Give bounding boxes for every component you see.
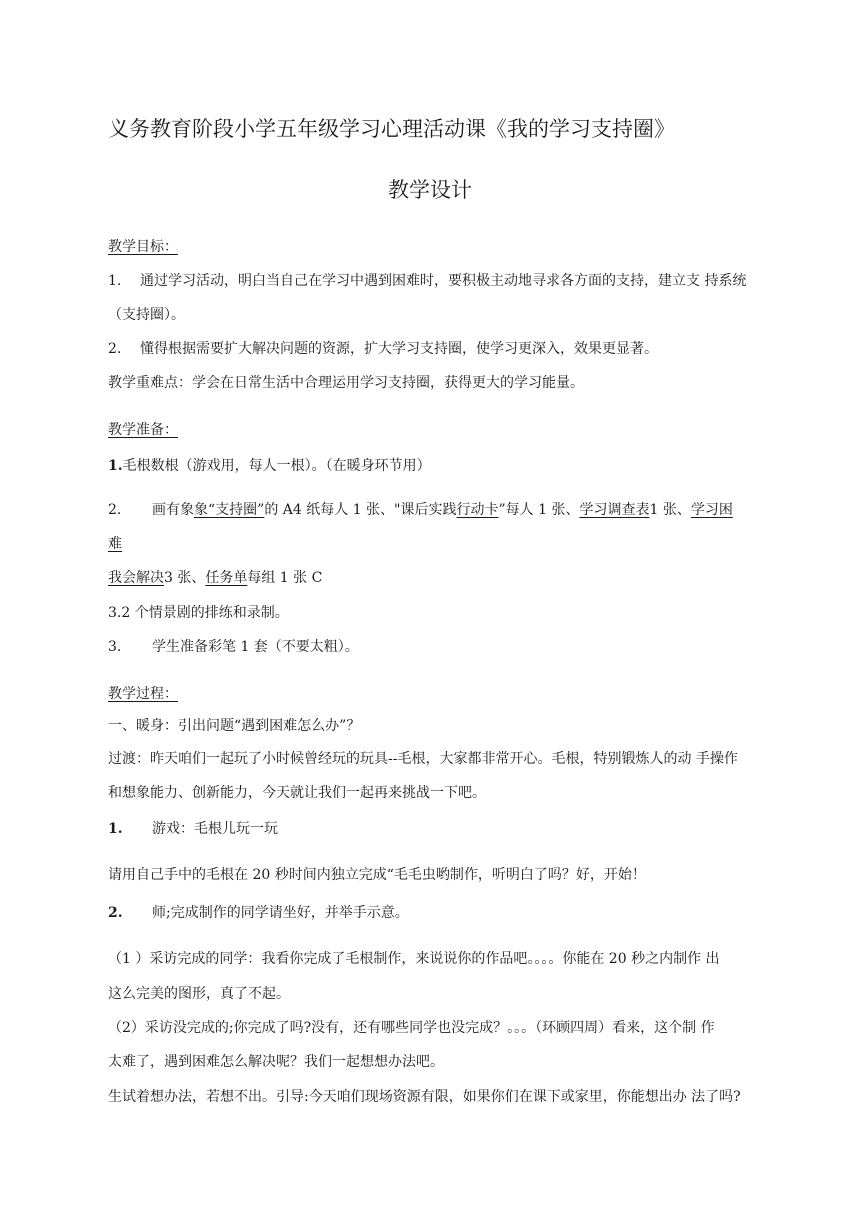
prep-item-4-number: 3.	[108, 639, 122, 655]
prep-item-2-text-c: 的 A4 纸每人 1 张、"课后实践	[264, 502, 457, 518]
goal-item-2-number: 2.	[108, 341, 122, 357]
support-circle-link: 象“支持圈”	[194, 502, 265, 518]
step-1	[108, 820, 278, 838]
goal-item-1-number: 1.	[108, 273, 122, 289]
step-2-text: 师;完成制作的同学请坐好，并举手示意。	[152, 905, 409, 921]
prep-item-4-text: 学生准备彩笔 1 套（不要太粗）。	[152, 639, 359, 655]
prep-item-4	[108, 638, 359, 656]
prep-item-2-text-g: 1 张、	[649, 502, 691, 518]
prep-item-3: 3.2 个情景剧的排练和录制。	[108, 605, 289, 621]
step-2-number: 2.	[108, 905, 123, 921]
prep-item-2-text-e: ”每人 1 张、	[498, 502, 580, 518]
transition-line-1: 过渡：昨天咱们一起玩了小时候曾经玩的玩具--毛根，大家都非常开心。毛根，特别锻炼人的动 手操作	[108, 751, 738, 767]
process-heading: 教学过程：	[108, 686, 178, 702]
sub-item-1-line-2: 这么完美的图形，真了不起。	[108, 986, 290, 1002]
prep-item-2-continuation: 难	[108, 536, 122, 552]
step-2	[108, 904, 409, 922]
step-1-text: 游戏：毛根儿玩一玩	[152, 821, 278, 837]
prep-item-2	[108, 501, 733, 519]
prep-item-2-line-3-d: 每组 1 张 C	[247, 570, 323, 586]
transition-line-2: 和想象能力、创新能力，今天就让我们一起再来挑战一下吧。	[108, 785, 486, 801]
prep-item-1	[108, 457, 431, 475]
survey-sheet-link: 学习调查表	[579, 502, 650, 518]
goal-item-2	[108, 340, 658, 358]
action-card-link: 行动卡	[456, 502, 499, 518]
prep-item-2-number: 2.	[108, 502, 122, 518]
prep-heading: 教学准备：	[108, 422, 178, 438]
prep-item-2-line-3-b: 3 张、	[164, 570, 206, 586]
step-1-number: 1.	[108, 821, 123, 837]
goal-item-1-continuation: （支持圈）。	[108, 307, 185, 323]
goal-item-1-text: 通过学习活动，明白当自己在学习中遇到困难时，要积极主动地寻求各方面的支持，建立支 持系统	[140, 273, 747, 289]
instruction-line: 请用自己手中的毛根在 20 秒时间内独立完成“毛毛虫哟制作，听明白了吗？好，开始！	[108, 867, 646, 883]
guide-line: 生试着想办法，若想不出。引导:今天咱们现场资源有限，如果你们在课下或家里，你能想出办 法了吗?	[108, 1089, 741, 1105]
goal-item-1	[108, 272, 746, 290]
difficulty-card-link: 学习困	[690, 502, 733, 518]
key-point: 教学重难点：学会在日常生活中合理运用学习支持圈，获得更大的学习能量。	[108, 375, 584, 391]
task-sheet-link: 任务单	[205, 570, 248, 586]
goals-heading: 教学目标：	[108, 239, 178, 255]
document-title: 义务教育阶段小学五年级学习心理活动课《我的学习支持圈》	[108, 117, 675, 141]
prep-item-1-number: 1.	[108, 458, 123, 474]
sub-item-2-line-2: 太难了，遇到困难怎么解决呢？我们一起想想办法吧。	[108, 1054, 444, 1070]
warmup-line: 一、暖身：引出问题“遇到困难怎么办”？	[108, 718, 361, 734]
document-subtitle: 教学设计	[388, 178, 472, 202]
goal-item-2-text: 懂得根据需要扩大解决问题的资源，扩大学习支持圈，使学习更深入，效果更显著。	[140, 341, 658, 357]
prep-item-2-line-3	[108, 569, 322, 587]
prep-item-1-text: 毛根数根（游戏用，每人一根）。（在暖身环节用）	[122, 458, 431, 474]
sub-item-2-line-1: （2）采访没完成的;你完成了吗?没有，还有哪些同学也没完成？。。。（环顾四周）看来，这个制 作	[108, 1020, 715, 1036]
prep-item-2-text-a: 画有象	[152, 502, 194, 518]
i-can-solve-link: 我会解决	[108, 570, 164, 586]
sub-item-1-line-1: （1 ）采访完成的同学：我看你完成了毛根制作，来说说你的作品吧。。。。你能在 20 秒之内制作 出	[108, 951, 720, 967]
